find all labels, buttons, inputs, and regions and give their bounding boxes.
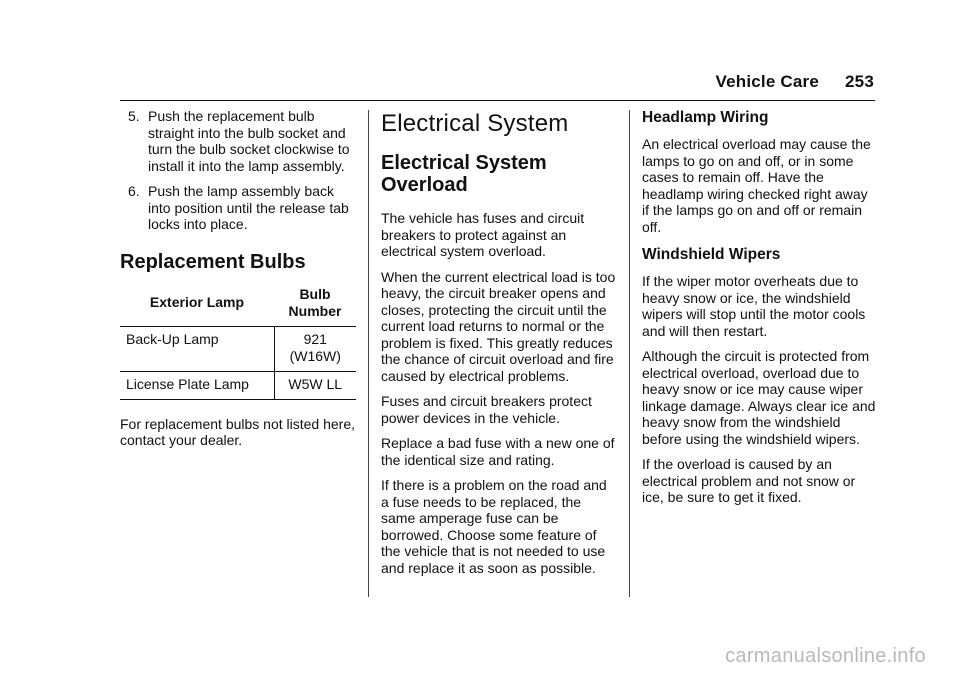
column-divider-2 [629,110,630,597]
column-divider-1 [368,110,369,597]
page-header [716,72,875,92]
table-header-row [120,282,356,327]
column-2 [381,108,617,585]
step-text: Push the replacement bulb straight into the bulb socket and turn the bulb socket clockwise to install it into the lamp assembly. [148,108,350,174]
section-title: Vehicle Care [715,72,820,91]
headlamp-wiring-heading: Headlamp Wiring [642,109,769,126]
table-cell-lamp: License Plate Lamp [126,375,249,392]
paragraph: Replace a bad fuse with a new one of the identical size and rating. [381,435,615,468]
table-row [120,371,356,399]
paragraph: Although the circuit is protected from electrical overload, overload due to heavy snow or ice may cause wiper linkage damage. Always clear ice and heavy snow from the windshield before using the windshield wipers. [642,348,876,447]
table-header-exterior-lamp: Exterior Lamp [149,294,245,310]
watermark: carmanualsonline.info [725,645,926,667]
paragraph: If the wiper motor overheats due to heavy snow or ice, the windshield wipers will stop until the motor cools and will then restart. [642,273,866,339]
paragraph: An electrical overload may cause the lamps to go on and off, or in some cases to remain off. Have the headlamp wiring checked right away if the lamps go on and off or remain off. [642,136,871,235]
step-number: 6. [128,183,140,199]
table-cell-lamp: Back-Up Lamp [126,330,219,347]
table-header-bulb-number: Bulb Number [288,285,342,319]
paragraph: If the overload is caused by an electrical problem and not snow or ice, be sure to get it fixed. [642,456,856,505]
overload-heading: Electrical System Overload [381,152,547,196]
step-item [120,183,356,233]
step-list [120,108,356,233]
table-cell-bulb: W5W LL [274,371,356,399]
dealer-note: For replacement bulbs not listed here, contact your dealer. [120,415,356,448]
paragraph: If there is a problem on the road and a fuse needs to be replaced, the same amperage fuse can be borrowed. Choose some feature of the vehicle that is not needed to use and replace it as soon as possible. [381,477,607,576]
header-rule [120,100,875,101]
column-1 [120,108,356,458]
step-number: 5. [128,108,140,124]
bulb-table [120,282,356,400]
paragraph: When the current electrical load is too heavy, the circuit breaker opens and closes, protecting the circuit until the current load returns to normal or the problem is fixed. This greatly reduces the chance of circuit overload and fire caused by electrical problems. [381,268,616,384]
table-row [120,326,356,371]
paragraph: Fuses and circuit breakers protect power devices in the vehicle. [381,393,592,426]
page-number: 253 [845,72,874,91]
step-item [120,108,356,174]
replacement-bulbs-heading: Replacement Bulbs [120,250,306,273]
table-cell-bulb: 921 (W16W) [274,326,356,371]
step-text: Push the lamp assembly back into position until the release tab locks into place. [148,183,349,232]
paragraph: The vehicle has fuses and circuit breakers to protect against an electrical system overload. [381,210,585,259]
windshield-wipers-heading: Windshield Wipers [642,246,781,263]
column-3 [642,108,878,515]
electrical-system-title: Electrical System [381,110,569,137]
